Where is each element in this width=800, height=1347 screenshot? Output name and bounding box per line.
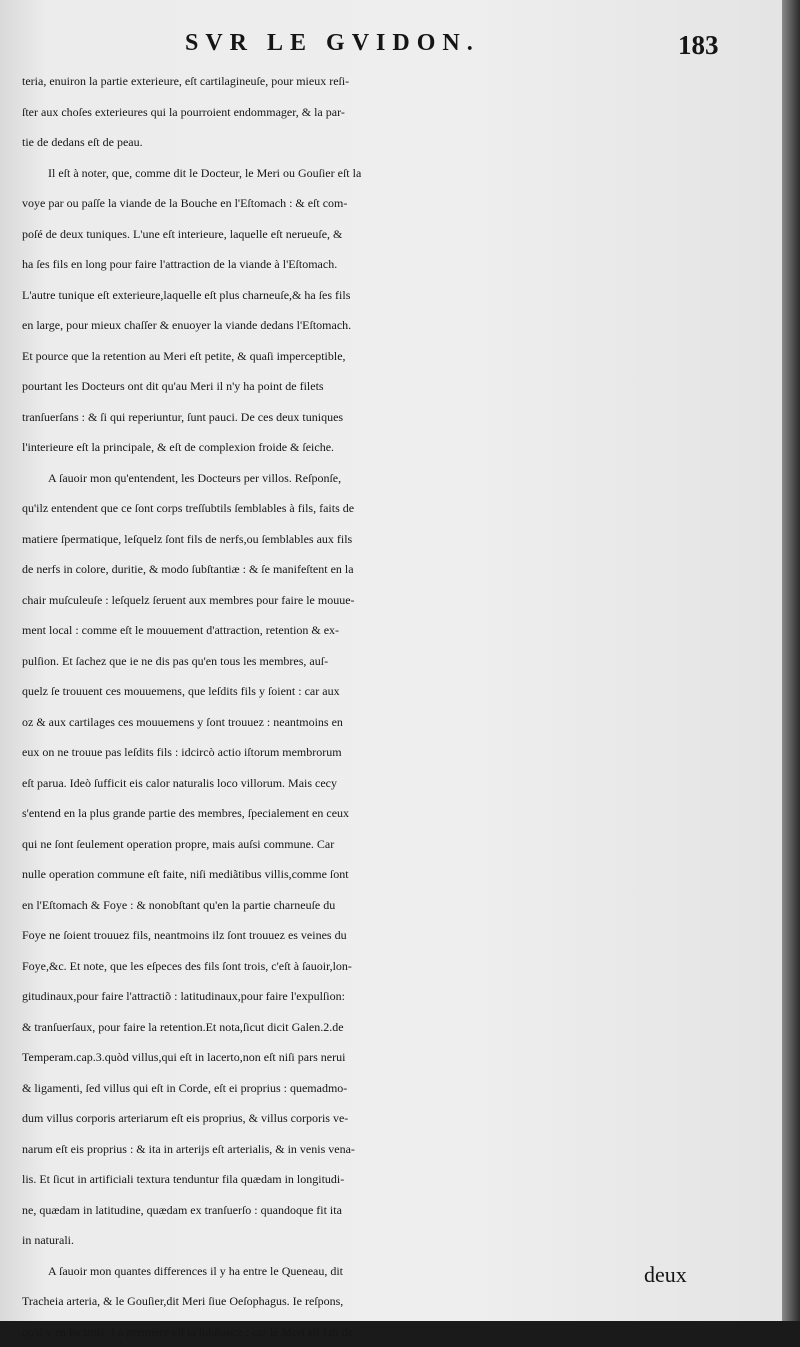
text-line: A ſauoir mon qu'entendent, les Docteurs per villos. Reſponſe, [22, 463, 692, 494]
text-line: poſé de deux tuniques. L'une eſt interieure, laquelle eſt nerueuſe, & [22, 219, 692, 250]
text-line: quelz ſe trouuent ces mouuemens, que leſdits fils y ſoient : car aux [22, 676, 692, 707]
text-line: pulſion. Et ſachez que ie ne dis pas qu'en tous les membres, auſ- [22, 646, 692, 677]
text-line: de nerfs in colore, duritie, & modo ſubſtantiæ : & ſe manifeſtent en la [22, 554, 692, 585]
text-line: s'entend en la plus grande partie des membres, ſpecialement en ceux [22, 798, 692, 829]
text-line: Temperam.cap.3.quòd villus,qui eſt in lacerto,non eſt niſi pars nerui [22, 1042, 692, 1073]
text-line: A ſauoir mon quantes differences il y ha entre le Queneau, dit [22, 1256, 692, 1287]
text-line: Foye,&c. Et note, que les eſpeces des fils ſont trois, c'eſt à ſauoir,lon- [22, 951, 692, 982]
text-line: qu'ilz entendent que ce ſont corps treſſubtils ſemblables à fils, faits de [22, 493, 692, 524]
text-line: Tracheia arteria, & le Gouſier,dit Meri ſiue Oeſophagus. Ie reſpons, [22, 1286, 692, 1317]
running-title: SVR LE GVIDON. [185, 30, 480, 57]
page-edge-shadow [782, 0, 800, 1321]
text-line: en large, pour mieux chaſſer & enuoyer la viande dedans l'Eſtomach. [22, 310, 692, 341]
text-line: nulle operation commune eſt faite, niſi mediãtibus villis,comme ſont [22, 859, 692, 890]
text-line: dum villus corporis arteriarum eſt eis proprius, & villus corporis ve- [22, 1103, 692, 1134]
text-line: pourtant les Docteurs ont dit qu'au Meri il n'y ha point de filets [22, 371, 692, 402]
text-line: in naturali. [22, 1225, 692, 1256]
text-line: en l'Eſtomach & Foye : & nonobſtant qu'en la partie charneuſe du [22, 890, 692, 921]
text-line: chair muſculeuſe : leſquelz ſeruent aux membres pour faire le mouue- [22, 585, 692, 616]
text-line: Il eſt à noter, que, comme dit le Docteur, le Meri ou Gouſier eſt la [22, 158, 692, 189]
text-line: tie de dedans eſt de peau. [22, 127, 692, 158]
text-line: eſt parua. Ideò ſufficit eis calor naturalis loco villorum. Mais cecy [22, 768, 692, 799]
text-line: ne, quædam in latitudine, quædam ex tranſuerſo : quandoque fit ita [22, 1195, 692, 1226]
text-line: Foye ne ſoient trouuez fils, neantmoins ilz ſont trouuez es veines du [22, 920, 692, 951]
text-line: lis. Et ſicut in artificiali textura tenduntur fila quædam in longitudi- [22, 1164, 692, 1195]
text-line: gitudinaux,pour faire l'attractiõ : latitudinaux,pour faire l'expulſion: [22, 981, 692, 1012]
text-line: matiere ſpermatique, leſquelz ſont fils de nerfs,ou ſemblables aux fils [22, 524, 692, 555]
text-line: l'interieure eſt la principale, & eſt de complexion froide & ſeiche. [22, 432, 692, 463]
text-line: qui ne ſont ſeulement operation propre, mais auſsi commune. Car [22, 829, 692, 860]
text-line: ment local : comme eſt le mouuement d'attraction, retention & ex- [22, 615, 692, 646]
text-line: teria, enuiron la partie exterieure, eſt cartilagineuſe, pour mieux reſi- [22, 66, 692, 97]
text-line: voye par ou paſſe la viande de la Bouche en l'Eſtomach : & eſt com- [22, 188, 692, 219]
text-line: ha ſes fils en long pour faire l'attraction de la viande à l'Eſtomach. [22, 249, 692, 280]
text-line: Et pource que la retention au Meri eſt petite, & quaſi imperceptible, [22, 341, 692, 372]
text-line: L'autre tunique eſt exterieure,laquelle eſt plus charneuſe,& ha ſes fils [22, 280, 692, 311]
text-line: & ligamenti, ſed villus qui eſt in Corde, eſt ei proprius : quemadmo- [22, 1073, 692, 1104]
page-number: 183 [678, 30, 719, 61]
catchword: deux [644, 1262, 687, 1288]
text-line: & tranſuerſaux, pour faire la retention.Et nota,ſicut dicit Galen.2.de [22, 1012, 692, 1043]
text-line: qu'il y en ha trois. La premiere eſt la ſubſtance : car le Meri eſt fait de [22, 1317, 692, 1347]
text-line: eux on ne trouue pas leſdits fils : idcircò actio iſtorum membrorum [22, 737, 692, 768]
page-text [22, 66, 692, 1347]
text-line: narum eſt eis proprius : & ita in arterijs eſt arterialis, & in venis vena- [22, 1134, 692, 1165]
text-line: oz & aux cartilages ces mouuemens y ſont trouuez : neantmoins en [22, 707, 692, 738]
text-line: tranſuerſans : & ſi qui reperiuntur, ſunt pauci. De ces deux tuniques [22, 402, 692, 433]
text-line: ſter aux choſes exterieures qui la pourroient endommager, & la par- [22, 97, 692, 128]
